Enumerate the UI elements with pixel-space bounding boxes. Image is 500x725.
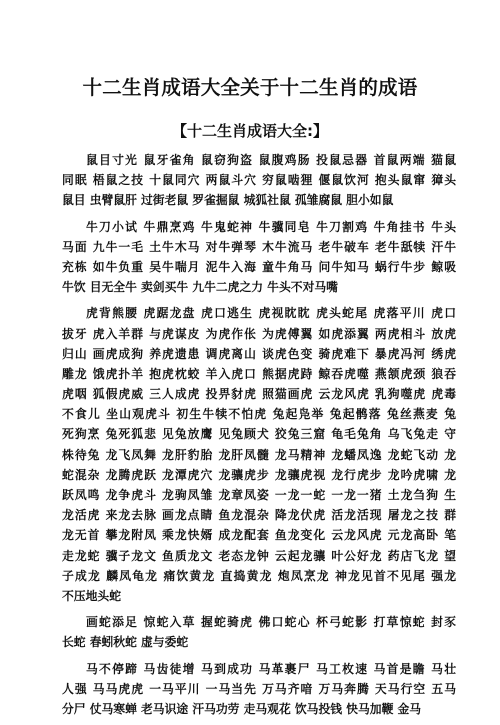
text-line: 龙无首 攀龙附凤 乘龙快婿 成龙配套 鱼龙变化 云龙风虎 元龙高卧 笔 xyxy=(62,528,456,543)
text-line: 株待兔 龙飞凤舞 龙肝豹胎 龙肝凤髓 龙马精神 龙蟠凤逸 龙蛇飞动 龙 xyxy=(62,447,456,462)
page-title: 十二生肖成语大全关于十二生肖的成语 xyxy=(82,76,418,99)
text-line: 画蛇添足 惊蛇入草 握蛇骑虎 佛口蛇心 杯弓蛇影 打草惊蛇 封豕 xyxy=(86,615,456,630)
text-line: 牛饮 目无全牛 卖剑买牛 九牛二虎之力 牛头不对马嘴 xyxy=(62,280,338,295)
text-line: 龙活虎 来龙去脉 画龙点睛 鱼龙混杂 降龙伏虎 活龙活现 屠龙之技 群 xyxy=(62,508,456,523)
paragraph xyxy=(62,303,456,606)
paragraph xyxy=(62,659,456,720)
paragraph xyxy=(62,612,456,652)
text-line: 拔牙 虎入羊群 与虎谋皮 为虎作伥 为虎傅翼 如虎添翼 两虎相斗 放虎 xyxy=(62,326,456,341)
text-line: 走龙蛇 骥子龙文 鱼质龙文 老态龙钟 云起龙骧 叶公好龙 药店飞龙 望 xyxy=(62,548,456,563)
article-body xyxy=(62,150,456,725)
text-line: 不压地头蛇 xyxy=(62,588,121,603)
text-line: 充栋 如牛负重 吴牛喘月 泥牛入海 童牛角马 问牛知马 蜗行牛步 鲸吸 xyxy=(62,259,456,274)
text-line: 跃凤鸣 龙争虎斗 龙驹凤雏 龙章凤姿 一龙一蛇 一龙一猪 土龙刍狗 生 xyxy=(62,488,456,502)
text-line: 马不停蹄 马齿徒增 马到成功 马革裹尸 马工枚速 马首是瞻 马壮 xyxy=(86,661,456,676)
text-line: 马面 九牛一毛 土牛木马 对牛弹琴 木牛流马 老牛破车 老牛舐犊 汗牛 xyxy=(62,239,456,254)
text-line: 归山 画虎成狗 养虎遗患 调虎离山 谈虎色变 骑虎难下 暴虎冯河 绣虎 xyxy=(62,346,456,361)
text-line: 人强 马马虎虎 一马平川 一马当先 万马齐喑 万马奔腾 天马行空 五马 xyxy=(62,681,456,696)
paragraph xyxy=(62,217,456,298)
text-line: 雕龙 饿虎扑羊 抱虎枕蛟 羊入虎口 熊据虎跱 鲸吞虎噬 燕颔虎颈 狼吞 xyxy=(62,366,456,381)
paragraph xyxy=(62,150,456,211)
section-heading: 【十二生肖成语大全:】 xyxy=(172,122,328,140)
text-line: 分尸 仗马寒蝉 老马识途 汗马功劳 走马观花 饮马投钱 快马加鞭 金马 xyxy=(62,701,422,716)
text-line: 长蛇 春蚓秋蛇 虚与委蛇 xyxy=(62,635,189,650)
text-line: 牛刀小试 牛鼎烹鸡 牛鬼蛇神 牛骥同皂 牛刀割鸡 牛角挂书 牛头 xyxy=(86,219,456,234)
text-line: 蛇混杂 龙腾虎跃 龙潭虎穴 龙骧虎步 龙骧虎视 龙行虎步 龙吟虎啸 龙 xyxy=(62,467,456,482)
text-line: 同眠 梧鼠之技 十鼠同穴 两鼠斗穴 穷鼠啮狸 偃鼠饮河 抱头鼠窜 獐头 xyxy=(62,173,456,188)
text-line: 虎咽 狐假虎威 三人成虎 投畀豺虎 照猫画虎 云龙风虎 乳狗噬虎 虎毒 xyxy=(62,387,456,402)
text-line: 死狗烹 兔死狐悲 见兔放鹰 见兔顾犬 狡兔三窟 龟毛兔角 乌飞兔走 守 xyxy=(62,427,456,442)
text-line: 鼠目寸光 鼠牙雀角 鼠窃狗盗 鼠腹鸡肠 投鼠忌器 首鼠两端 猫鼠 xyxy=(86,153,456,167)
text-line: 不食儿 坐山观虎斗 初生牛犊不怕虎 兔起凫举 兔起鹘落 兔丝燕麦 兔 xyxy=(62,407,456,422)
text-line: 鼠目 虫臂鼠肝 过街老鼠 罗雀掘鼠 城狐社鼠 孤雏腐鼠 胆小如鼠 xyxy=(62,193,394,208)
text-line: 虎背熊腰 虎踞龙盘 虎口逃生 虎视眈眈 虎头蛇尾 虎落平川 虎口 xyxy=(86,306,456,321)
text-line: 子成龙 麟凤龟龙 痛饮黄龙 直捣黄龙 炮凤烹龙 神龙见首不见尾 强龙 xyxy=(62,568,456,583)
